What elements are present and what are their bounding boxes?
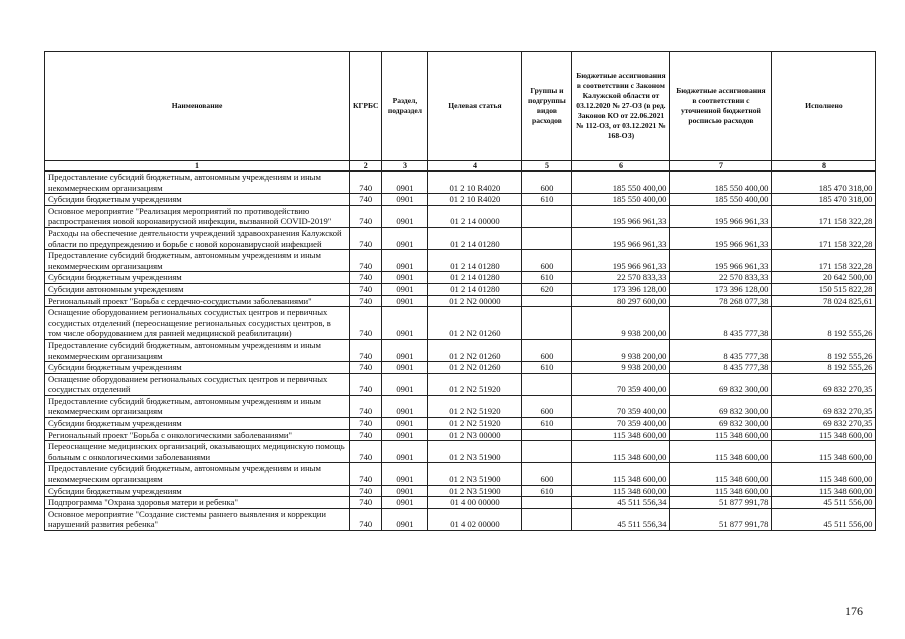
cell-name: Переоснащение медицинских организаций, оказывающих медицинскую помощь больным с онкологическими заболеваниями xyxy=(45,441,350,463)
cell-executed: 8 192 555,26 xyxy=(772,362,876,374)
cell-refined-allocation: 195 966 961,33 xyxy=(670,205,772,227)
cell-name: Региональный проект "Борьба с сердечно-сосудистыми заболеваниями" xyxy=(45,295,350,307)
cell-refined-allocation: 195 966 961,33 xyxy=(670,227,772,249)
cell-name: Субсидии бюджетным учреждениям xyxy=(45,194,350,206)
cell-expense-group xyxy=(522,205,572,227)
cell-law-allocation: 45 511 556,34 xyxy=(572,508,670,530)
cell-refined-allocation: 185 550 400,00 xyxy=(670,194,772,206)
cell-kgrbs: 740 xyxy=(350,429,382,441)
cell-kgrbs: 740 xyxy=(350,497,382,509)
cell-expense-group xyxy=(522,508,572,530)
cell-executed: 115 348 600,00 xyxy=(772,463,876,485)
cell-executed: 69 832 270,35 xyxy=(772,418,876,430)
cell-section: 0901 xyxy=(382,283,428,295)
cell-refined-allocation: 115 348 600,00 xyxy=(670,463,772,485)
cell-section: 0901 xyxy=(382,194,428,206)
cell-kgrbs: 740 xyxy=(350,227,382,249)
cell-section: 0901 xyxy=(382,295,428,307)
cell-executed: 8 192 555,26 xyxy=(772,307,876,340)
cell-name: Предоставление субсидий бюджетным, автономным учреждениям и иным некоммерческим организациям xyxy=(45,250,350,272)
cell-target-article: 01 4 00 00000 xyxy=(428,497,522,509)
table-row xyxy=(45,485,876,497)
cell-kgrbs: 740 xyxy=(350,250,382,272)
cell-target-article: 01 2 10 R4020 xyxy=(428,194,522,206)
cell-section: 0901 xyxy=(382,171,428,194)
cell-refined-allocation: 8 435 777,38 xyxy=(670,339,772,361)
table-row xyxy=(45,508,876,530)
cell-target-article: 01 2 N2 51920 xyxy=(428,373,522,395)
cell-target-article: 01 2 N3 51900 xyxy=(428,485,522,497)
cell-name: Основное мероприятие "Создание системы раннего выявления и коррекции нарушений развития ребенка" xyxy=(45,508,350,530)
cell-name: Оснащение оборудованием региональных сосудистых центров и первичных сосудистых отделений xyxy=(45,373,350,395)
cell-target-article: 01 2 14 01280 xyxy=(428,250,522,272)
cell-name: Основное мероприятие "Реализация мероприятий по противодействию распространения новой коронавирусной инфекции, вызванной COVID-2019" xyxy=(45,205,350,227)
cell-section: 0901 xyxy=(382,463,428,485)
cell-executed: 185 470 318,00 xyxy=(772,194,876,206)
table-row xyxy=(45,295,876,307)
cell-law-allocation: 195 966 961,33 xyxy=(572,250,670,272)
cell-section: 0901 xyxy=(382,250,428,272)
cell-name: Субсидии бюджетным учреждениям xyxy=(45,418,350,430)
cell-refined-allocation: 115 348 600,00 xyxy=(670,429,772,441)
table-row xyxy=(45,429,876,441)
cell-refined-allocation: 51 877 991,78 xyxy=(670,497,772,509)
cell-kgrbs: 740 xyxy=(350,339,382,361)
cell-kgrbs: 740 xyxy=(350,194,382,206)
cell-executed: 69 832 270,35 xyxy=(772,373,876,395)
cell-refined-allocation: 173 396 128,00 xyxy=(670,283,772,295)
table-row xyxy=(45,227,876,249)
cell-kgrbs: 740 xyxy=(350,508,382,530)
column-number: 6 xyxy=(572,161,670,172)
table-row xyxy=(45,205,876,227)
cell-section: 0901 xyxy=(382,362,428,374)
cell-section: 0901 xyxy=(382,272,428,284)
column-number: 8 xyxy=(772,161,876,172)
cell-kgrbs: 740 xyxy=(350,418,382,430)
cell-executed: 115 348 600,00 xyxy=(772,441,876,463)
column-number: 4 xyxy=(428,161,522,172)
cell-law-allocation: 115 348 600,00 xyxy=(572,463,670,485)
cell-expense-group: 610 xyxy=(522,485,572,497)
cell-refined-allocation: 8 435 777,38 xyxy=(670,307,772,340)
cell-law-allocation: 115 348 600,00 xyxy=(572,485,670,497)
cell-name: Предоставление субсидий бюджетным, автономным учреждениям и иным некоммерческим организациям xyxy=(45,339,350,361)
cell-section: 0901 xyxy=(382,441,428,463)
column-number: 7 xyxy=(670,161,772,172)
cell-refined-allocation: 69 832 300,00 xyxy=(670,373,772,395)
cell-expense-group xyxy=(522,441,572,463)
cell-executed: 69 832 270,35 xyxy=(772,395,876,417)
table-row xyxy=(45,441,876,463)
cell-executed: 8 192 555,26 xyxy=(772,339,876,361)
cell-law-allocation: 45 511 556,34 xyxy=(572,497,670,509)
cell-kgrbs: 740 xyxy=(350,441,382,463)
header-section: Раздел, подраздел xyxy=(382,52,428,161)
cell-section: 0901 xyxy=(382,205,428,227)
cell-name: Предоставление субсидий бюджетным, автономным учреждениям и иным некоммерческим организациям xyxy=(45,171,350,194)
header-kgrbs: КГРБС xyxy=(350,52,382,161)
cell-law-allocation: 185 550 400,00 xyxy=(572,171,670,194)
cell-refined-allocation: 69 832 300,00 xyxy=(670,395,772,417)
cell-section: 0901 xyxy=(382,227,428,249)
cell-target-article: 01 2 N2 51920 xyxy=(428,418,522,430)
cell-executed: 171 158 322,28 xyxy=(772,227,876,249)
cell-section: 0901 xyxy=(382,339,428,361)
cell-refined-allocation: 185 550 400,00 xyxy=(670,171,772,194)
cell-law-allocation: 173 396 128,00 xyxy=(572,283,670,295)
cell-section: 0901 xyxy=(382,497,428,509)
page-number: 176 xyxy=(845,604,863,618)
cell-expense-group: 600 xyxy=(522,171,572,194)
cell-section: 0901 xyxy=(382,373,428,395)
header-row xyxy=(45,52,876,161)
cell-name: Оснащение оборудованием региональных сосудистых центров и первичных сосудистых отделений (переоснащение региональных сосудистых центров, в том числе оборудованием для ранней медицинской реабилитации) xyxy=(45,307,350,340)
cell-expense-group xyxy=(522,227,572,249)
table-row xyxy=(45,395,876,417)
cell-name: Субсидии автономным учреждениям xyxy=(45,283,350,295)
cell-expense-group: 600 xyxy=(522,463,572,485)
cell-executed: 171 158 322,28 xyxy=(772,250,876,272)
cell-expense-group xyxy=(522,429,572,441)
cell-section: 0901 xyxy=(382,307,428,340)
cell-law-allocation: 70 359 400,00 xyxy=(572,418,670,430)
cell-name: Расходы на обеспечение деятельности учреждений здравоохранения Калужской области по предупреждению и борьбе с новой коронавирусной инфекцией xyxy=(45,227,350,249)
cell-expense-group: 600 xyxy=(522,250,572,272)
cell-law-allocation: 22 570 833,33 xyxy=(572,272,670,284)
cell-section: 0901 xyxy=(382,418,428,430)
header-refined-allocations: Бюджетные ассигнования в соответствии с уточненной бюджетной росписью расходов xyxy=(670,52,772,161)
budget-execution-table xyxy=(44,51,876,531)
cell-target-article: 01 2 N2 01260 xyxy=(428,307,522,340)
cell-expense-group xyxy=(522,295,572,307)
cell-kgrbs: 740 xyxy=(350,373,382,395)
cell-kgrbs: 740 xyxy=(350,295,382,307)
cell-expense-group xyxy=(522,373,572,395)
header-executed: Исполнено xyxy=(772,52,876,161)
table-row xyxy=(45,171,876,194)
table-row xyxy=(45,339,876,361)
cell-name: Субсидии бюджетным учреждениям xyxy=(45,272,350,284)
cell-refined-allocation: 78 268 077,38 xyxy=(670,295,772,307)
cell-law-allocation: 195 966 961,33 xyxy=(572,205,670,227)
cell-kgrbs: 740 xyxy=(350,362,382,374)
cell-kgrbs: 740 xyxy=(350,205,382,227)
table-row xyxy=(45,362,876,374)
cell-law-allocation: 70 359 400,00 xyxy=(572,373,670,395)
cell-section: 0901 xyxy=(382,508,428,530)
cell-kgrbs: 740 xyxy=(350,171,382,194)
cell-refined-allocation: 51 877 991,78 xyxy=(670,508,772,530)
cell-target-article: 01 4 02 00000 xyxy=(428,508,522,530)
table-row xyxy=(45,373,876,395)
column-number: 1 xyxy=(45,161,350,172)
cell-law-allocation: 9 938 200,00 xyxy=(572,307,670,340)
cell-law-allocation: 9 938 200,00 xyxy=(572,362,670,374)
cell-expense-group: 610 xyxy=(522,272,572,284)
cell-name: Субсидии бюджетным учреждениям xyxy=(45,362,350,374)
header-expense-group: Группы и подгруппы видов расходов xyxy=(522,52,572,161)
cell-refined-allocation: 115 348 600,00 xyxy=(670,485,772,497)
header-name: Наименование xyxy=(45,52,350,161)
cell-law-allocation: 185 550 400,00 xyxy=(572,194,670,206)
cell-target-article: 01 2 14 00000 xyxy=(428,205,522,227)
cell-executed: 20 642 500,00 xyxy=(772,272,876,284)
cell-law-allocation: 195 966 961,33 xyxy=(572,227,670,249)
cell-refined-allocation: 195 966 961,33 xyxy=(670,250,772,272)
cell-law-allocation: 70 359 400,00 xyxy=(572,395,670,417)
cell-name: Субсидии бюджетным учреждениям xyxy=(45,485,350,497)
cell-name: Региональный проект "Борьба с онкологическими заболеваниями" xyxy=(45,429,350,441)
budget-table-container xyxy=(44,51,876,531)
table-row xyxy=(45,463,876,485)
cell-kgrbs: 740 xyxy=(350,283,382,295)
cell-kgrbs: 740 xyxy=(350,307,382,340)
header-target-article: Целевая статья xyxy=(428,52,522,161)
cell-section: 0901 xyxy=(382,395,428,417)
column-number: 2 xyxy=(350,161,382,172)
column-number: 3 xyxy=(382,161,428,172)
cell-executed: 78 024 825,61 xyxy=(772,295,876,307)
cell-expense-group: 610 xyxy=(522,362,572,374)
column-number: 5 xyxy=(522,161,572,172)
cell-executed: 45 511 556,00 xyxy=(772,497,876,509)
cell-kgrbs: 740 xyxy=(350,395,382,417)
cell-executed: 45 511 556,00 xyxy=(772,508,876,530)
cell-target-article: 01 2 N2 01260 xyxy=(428,362,522,374)
cell-expense-group: 610 xyxy=(522,418,572,430)
cell-kgrbs: 740 xyxy=(350,485,382,497)
table-row xyxy=(45,497,876,509)
cell-target-article: 01 2 14 01280 xyxy=(428,227,522,249)
cell-target-article: 01 2 N2 51920 xyxy=(428,395,522,417)
cell-section: 0901 xyxy=(382,485,428,497)
table-row xyxy=(45,283,876,295)
table-row xyxy=(45,272,876,284)
cell-target-article: 01 2 N2 01260 xyxy=(428,339,522,361)
cell-name: Подпрограмма "Охрана здоровья матери и ребенка" xyxy=(45,497,350,509)
cell-law-allocation: 9 938 200,00 xyxy=(572,339,670,361)
table-row xyxy=(45,250,876,272)
table-row xyxy=(45,307,876,340)
cell-expense-group: 600 xyxy=(522,395,572,417)
table-row xyxy=(45,418,876,430)
cell-kgrbs: 740 xyxy=(350,272,382,284)
cell-target-article: 01 2 14 01280 xyxy=(428,272,522,284)
table-row xyxy=(45,194,876,206)
cell-executed: 115 348 600,00 xyxy=(772,429,876,441)
cell-refined-allocation: 8 435 777,38 xyxy=(670,362,772,374)
cell-law-allocation: 115 348 600,00 xyxy=(572,429,670,441)
cell-refined-allocation: 115 348 600,00 xyxy=(670,441,772,463)
cell-executed: 171 158 322,28 xyxy=(772,205,876,227)
cell-executed: 150 515 822,28 xyxy=(772,283,876,295)
cell-executed: 115 348 600,00 xyxy=(772,485,876,497)
column-number-row xyxy=(45,161,876,172)
cell-expense-group xyxy=(522,307,572,340)
cell-law-allocation: 80 297 600,00 xyxy=(572,295,670,307)
header-law-allocations: Бюджетные ассигнования в соответствии с Законом Калужской области от 03.12.2020 № 27-ОЗ (в ред. Законов КО от 22.06.2021 № 112-ОЗ, от 03.12.2021 № 168-ОЗ) xyxy=(572,52,670,161)
cell-refined-allocation: 22 570 833,33 xyxy=(670,272,772,284)
cell-target-article: 01 2 14 01280 xyxy=(428,283,522,295)
cell-target-article: 01 2 N2 00000 xyxy=(428,295,522,307)
cell-law-allocation: 115 348 600,00 xyxy=(572,441,670,463)
cell-executed: 185 470 318,00 xyxy=(772,171,876,194)
cell-expense-group xyxy=(522,497,572,509)
cell-expense-group: 620 xyxy=(522,283,572,295)
cell-target-article: 01 2 N3 51900 xyxy=(428,463,522,485)
cell-target-article: 01 2 10 R4020 xyxy=(428,171,522,194)
cell-name: Предоставление субсидий бюджетным, автономным учреждениям и иным некоммерческим организациям xyxy=(45,395,350,417)
cell-expense-group: 600 xyxy=(522,339,572,361)
cell-target-article: 01 2 N3 00000 xyxy=(428,429,522,441)
cell-kgrbs: 740 xyxy=(350,463,382,485)
cell-refined-allocation: 69 832 300,00 xyxy=(670,418,772,430)
cell-name: Предоставление субсидий бюджетным, автономным учреждениям и иным некоммерческим организациям xyxy=(45,463,350,485)
cell-section: 0901 xyxy=(382,429,428,441)
cell-expense-group: 610 xyxy=(522,194,572,206)
cell-target-article: 01 2 N3 51900 xyxy=(428,441,522,463)
